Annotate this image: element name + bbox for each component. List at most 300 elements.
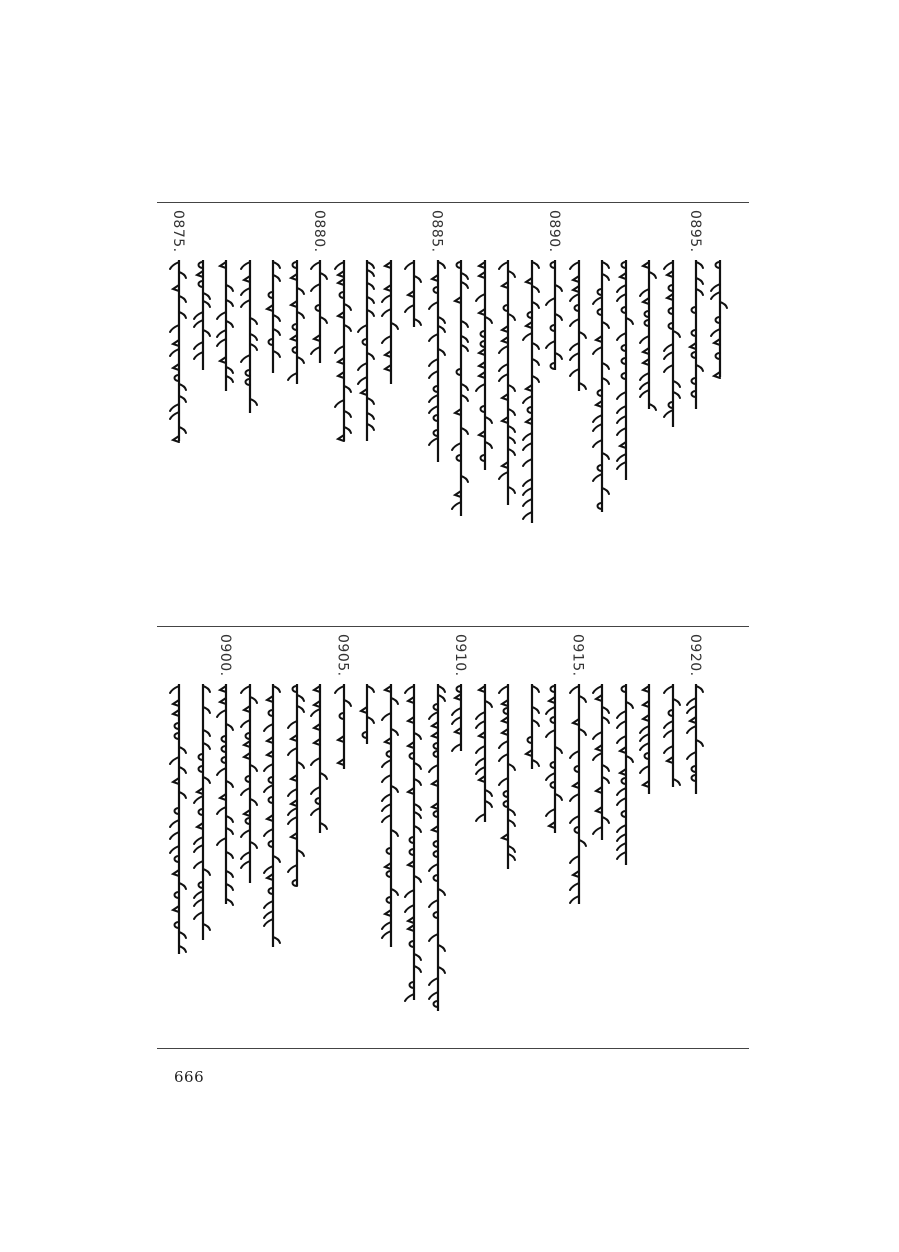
verse-column: [283, 632, 309, 1044]
script-stroke: [194, 837, 203, 844]
script-stroke: [452, 443, 461, 450]
script-stroke: [593, 440, 602, 447]
script-stroke: [617, 843, 626, 850]
script-stroke: [617, 711, 626, 718]
script-stroke: [523, 333, 532, 340]
script-stroke: [617, 392, 626, 399]
script-stroke: [664, 352, 673, 359]
script-stroke: [570, 794, 579, 801]
script-stroke: [570, 319, 579, 326]
line-number: [353, 208, 379, 254]
line-number: [588, 208, 614, 254]
script-stroke: [241, 288, 250, 295]
script-stroke: [429, 712, 438, 719]
script-glyphs: [377, 682, 403, 949]
script-stroke: [570, 353, 579, 360]
script-stroke: [382, 794, 391, 801]
script-stroke: [241, 355, 250, 362]
script-stroke: [640, 726, 649, 733]
script-stroke: [640, 734, 649, 741]
verse-column: [471, 208, 497, 620]
mongolian-script-line: [306, 258, 332, 365]
script-stroke: [217, 312, 226, 319]
script-stroke: [194, 861, 203, 868]
mongolian-script-line: [424, 258, 450, 464]
line-number: 0890.: [546, 209, 562, 253]
script-stroke: [217, 330, 226, 337]
verse-column: [424, 632, 450, 1044]
script-glyphs: [518, 682, 544, 771]
script-stroke: [264, 911, 273, 918]
script-stroke: [452, 708, 461, 715]
script-glyphs: [447, 258, 473, 518]
script-stroke: [429, 395, 438, 402]
verse-column: [635, 632, 661, 1044]
verse-column: [189, 632, 215, 1044]
script-stroke: [335, 686, 344, 693]
line-number: 0885.: [428, 209, 445, 253]
verse-column: [447, 208, 473, 620]
script-glyphs: [682, 258, 708, 411]
script-stroke: [335, 262, 344, 269]
script-stroke: [640, 336, 649, 343]
mongolian-script-line: [612, 682, 638, 867]
line-number: [706, 208, 732, 254]
script-stroke: [476, 384, 485, 391]
mongolian-script-line: [424, 682, 450, 1013]
script-glyphs: [659, 258, 685, 429]
script-stroke: [217, 807, 226, 814]
script-stroke: [687, 706, 696, 713]
verse-column: [212, 632, 238, 1044]
mongolian-script-line: [682, 682, 708, 796]
script-stroke: [593, 686, 602, 693]
mongolian-script-line: [400, 682, 426, 1002]
verse-column: [400, 208, 426, 620]
script-stroke: [617, 462, 626, 469]
verse-column: [236, 632, 262, 1044]
mongolian-script-line: [447, 258, 473, 518]
script-glyphs: [706, 258, 732, 379]
script-stroke: [170, 412, 179, 419]
script-stroke: [170, 686, 179, 693]
script-stroke: [570, 896, 579, 903]
script-stroke: [476, 721, 485, 728]
line-number: 0915.: [569, 633, 586, 677]
script-stroke: [217, 768, 226, 775]
line-number: [400, 632, 426, 678]
script-stroke: [311, 262, 320, 269]
verse-column: [518, 208, 544, 620]
mongolian-script-line: [541, 682, 567, 835]
verse-column: [165, 632, 191, 1044]
script-stroke: [617, 428, 626, 435]
mongolian-script-line: [659, 682, 685, 789]
script-stroke: [523, 433, 532, 440]
script-stroke: [593, 753, 602, 760]
script-glyphs: [165, 258, 191, 443]
line-number: 0880.: [311, 209, 327, 253]
script-stroke: [429, 334, 438, 341]
script-stroke: [617, 736, 626, 743]
script-glyphs: [189, 258, 215, 372]
verse-column: [212, 208, 238, 620]
line-number: [236, 632, 262, 678]
script-stroke: [523, 396, 532, 403]
script-stroke: [429, 359, 438, 366]
script-stroke: [499, 374, 508, 381]
script-stroke: [617, 834, 626, 841]
script-stroke: [570, 343, 579, 350]
line-number: [283, 208, 309, 254]
script-stroke: [570, 294, 579, 301]
script-stroke: [264, 785, 273, 792]
script-stroke: [358, 363, 367, 370]
script-glyphs: [588, 258, 614, 514]
script-glyphs: [283, 258, 309, 386]
script-stroke: [523, 499, 532, 506]
script-stroke: [194, 891, 203, 898]
mongolian-script-line: [259, 682, 285, 949]
verse-column: [306, 632, 332, 1044]
script-stroke: [264, 764, 273, 771]
script-glyphs: [283, 682, 309, 888]
script-stroke: [523, 488, 532, 495]
mongolian-script-line: [541, 258, 567, 372]
script-stroke: [170, 262, 179, 269]
line-number: [283, 632, 309, 678]
script-stroke: [405, 905, 414, 912]
mongolian-script-line: [447, 682, 473, 753]
script-stroke: [711, 284, 720, 291]
line-number: [330, 208, 356, 254]
line-number: [541, 632, 567, 678]
verse-column: [659, 632, 685, 1044]
script-stroke: [664, 365, 673, 372]
script-stroke: [170, 349, 179, 356]
line-number: [353, 632, 379, 678]
script-stroke: [476, 746, 485, 753]
script-glyphs: [424, 258, 450, 464]
script-stroke: [499, 741, 508, 748]
script-stroke: [570, 816, 579, 823]
script-stroke: [288, 865, 297, 872]
mongolian-script-line: [518, 258, 544, 525]
line-number: [165, 632, 191, 678]
verse-column: [541, 208, 567, 620]
script-stroke: [241, 720, 250, 727]
verse-column: [236, 208, 262, 620]
script-glyphs: [612, 258, 638, 482]
line-number: [189, 632, 215, 678]
script-stroke: [617, 798, 626, 805]
script-stroke: [241, 262, 250, 269]
script-stroke: [640, 373, 649, 380]
script-stroke: [640, 766, 649, 773]
script-stroke: [288, 373, 297, 380]
mongolian-script-line: [706, 258, 732, 379]
script-glyphs: [212, 258, 238, 393]
script-stroke: [640, 743, 649, 750]
script-stroke: [288, 817, 297, 824]
script-stroke: [617, 416, 626, 423]
script-stroke: [593, 297, 602, 304]
script-glyphs: [635, 682, 661, 796]
line-number: [400, 208, 426, 254]
verse-column: [353, 208, 379, 620]
verse-column: [635, 208, 661, 620]
script-stroke: [546, 341, 555, 348]
script-glyphs: [494, 682, 520, 871]
script-stroke: [499, 262, 508, 269]
line-number: [447, 208, 473, 254]
script-stroke: [194, 845, 203, 852]
mongolian-script-line: [283, 258, 309, 386]
line-number: [659, 632, 685, 678]
script-stroke: [476, 712, 485, 719]
script-stroke: [194, 320, 203, 327]
script-stroke: [264, 919, 273, 926]
script-stroke: [264, 901, 273, 908]
verse-column: [612, 208, 638, 620]
verse-column: [588, 208, 614, 620]
verse-column: [541, 632, 567, 1044]
mongolian-script-line: [165, 258, 191, 443]
mongolian-script-line: [259, 258, 285, 375]
line-number: [212, 208, 238, 254]
mongolian-script-line: [471, 258, 497, 472]
script-glyphs: [541, 258, 567, 372]
mongolian-script-line: [353, 258, 379, 443]
line-number: 0875.: [170, 209, 186, 253]
script-stroke: [523, 459, 532, 466]
line-number: [306, 632, 332, 678]
script-glyphs: [400, 682, 426, 1002]
verse-column: [682, 632, 708, 1044]
verse-column: [447, 632, 473, 1044]
script-stroke: [241, 852, 250, 859]
line-number: [236, 208, 262, 254]
line-number: [588, 632, 614, 678]
line-number: 0905.: [334, 633, 351, 677]
script-stroke: [664, 746, 673, 753]
script-stroke: [617, 294, 626, 301]
script-stroke: [382, 309, 391, 316]
script-stroke: [452, 744, 461, 751]
verse-column: [306, 208, 332, 620]
script-stroke: [593, 827, 602, 834]
verse-column: [165, 208, 191, 620]
line-number: [494, 632, 520, 678]
mongolian-script-line: [377, 682, 403, 949]
script-stroke: [640, 289, 649, 296]
mongolian-script-line: [565, 258, 591, 393]
script-stroke: [617, 721, 626, 728]
script-stroke: [358, 325, 367, 332]
mongolian-script-line: [353, 682, 379, 746]
script-stroke: [311, 347, 320, 354]
script-glyphs: [353, 258, 379, 443]
verse-column: [588, 632, 614, 1044]
script-stroke: [311, 808, 320, 815]
mongolian-script-line: [659, 258, 685, 429]
page-number: 666: [174, 1068, 205, 1086]
verse-column: [471, 632, 497, 1044]
line-number: [259, 632, 285, 678]
script-stroke: [570, 751, 579, 758]
script-glyphs: [565, 258, 591, 393]
script-stroke: [617, 825, 626, 832]
script-stroke: [617, 454, 626, 461]
verse-column: [706, 208, 732, 620]
script-stroke: [194, 796, 203, 803]
script-stroke: [593, 415, 602, 422]
script-stroke: [711, 329, 720, 336]
script-stroke: [452, 502, 461, 509]
script-stroke: [264, 724, 273, 731]
verse-column: [400, 632, 426, 1044]
script-glyphs: [541, 682, 567, 835]
script-glyphs: [659, 682, 685, 789]
line-number: [635, 208, 661, 254]
script-stroke: [194, 342, 203, 349]
script-stroke: [429, 765, 438, 772]
mongolian-script-line: [588, 682, 614, 842]
script-stroke: [194, 312, 203, 319]
script-stroke: [382, 295, 391, 302]
script-stroke: [664, 262, 673, 269]
line-number: [424, 632, 450, 678]
script-stroke: [429, 406, 438, 413]
line-number: 0910.: [452, 633, 468, 677]
script-stroke: [429, 302, 438, 309]
script-stroke: [546, 809, 555, 816]
script-stroke: [664, 730, 673, 737]
verse-column: [189, 208, 215, 620]
mongolian-script-line: [588, 258, 614, 514]
mongolian-script-line: [400, 258, 426, 329]
script-stroke: [429, 864, 438, 871]
script-stroke: [288, 721, 297, 728]
line-number: 0920.: [687, 633, 703, 677]
script-stroke: [405, 262, 414, 269]
line-number: [518, 632, 544, 678]
script-stroke: [429, 992, 438, 999]
script-stroke: [288, 789, 297, 796]
mongolian-script-line: [518, 682, 544, 771]
script-stroke: [617, 333, 626, 340]
script-glyphs: [353, 682, 379, 746]
script-glyphs: [306, 682, 332, 835]
verse-column: [259, 632, 285, 1044]
script-stroke: [382, 815, 391, 822]
mongolian-script-line: [612, 258, 638, 482]
script-stroke: [593, 732, 602, 739]
script-stroke: [405, 686, 414, 693]
script-glyphs: [259, 682, 285, 949]
script-stroke: [335, 346, 344, 353]
line-number: [518, 208, 544, 254]
script-stroke: [429, 978, 438, 985]
verse-column: [659, 208, 685, 620]
script-stroke: [617, 788, 626, 795]
script-stroke: [617, 285, 626, 292]
mongolian-script-line: [635, 258, 661, 411]
script-stroke: [476, 294, 485, 301]
script-stroke: [593, 424, 602, 431]
script-stroke: [476, 767, 485, 774]
verse-column: [494, 208, 520, 620]
line-number: [471, 208, 497, 254]
verse-column: [330, 632, 356, 1044]
script-stroke: [382, 922, 391, 929]
verse-column: [565, 632, 591, 1044]
script-stroke: [170, 404, 179, 411]
upper-verse-panel: [157, 208, 749, 620]
script-glyphs: [565, 682, 591, 906]
script-glyphs: [635, 258, 661, 411]
script-stroke: [546, 773, 555, 780]
mongolian-script-line: [236, 258, 262, 415]
verse-column: [682, 208, 708, 620]
script-stroke: [711, 292, 720, 299]
verse-column: [612, 632, 638, 1044]
mongolian-script-line: [377, 258, 403, 386]
script-stroke: [570, 856, 579, 863]
line-number: [377, 208, 403, 254]
script-stroke: [264, 829, 273, 836]
script-stroke: [570, 369, 579, 376]
mongolian-script-line: [189, 682, 215, 942]
script-glyphs: [447, 682, 473, 753]
script-stroke: [452, 717, 461, 724]
script-stroke: [170, 832, 179, 839]
script-stroke: [429, 900, 438, 907]
script-stroke: [311, 787, 320, 794]
script-glyphs: [588, 682, 614, 842]
script-stroke: [288, 748, 297, 755]
script-stroke: [546, 730, 555, 737]
script-stroke: [640, 382, 649, 389]
script-glyphs: [400, 258, 426, 329]
script-stroke: [311, 709, 320, 716]
script-glyphs: [330, 258, 356, 443]
line-number: [635, 632, 661, 678]
script-stroke: [617, 852, 626, 859]
script-stroke: [499, 364, 508, 371]
script-stroke: [170, 325, 179, 332]
verse-column: [353, 632, 379, 1044]
line-number: [659, 208, 685, 254]
verse-column: [377, 208, 403, 620]
script-stroke: [499, 754, 508, 761]
script-stroke: [687, 752, 696, 759]
script-glyphs: [212, 682, 238, 906]
mongolian-script-line: [236, 682, 262, 885]
verse-column: [424, 208, 450, 620]
mongolian-script-line: [283, 682, 309, 888]
mongolian-script-line: [565, 682, 591, 906]
line-number: 0900.: [217, 633, 233, 677]
script-stroke: [664, 344, 673, 351]
script-glyphs: [306, 258, 332, 365]
script-stroke: [640, 390, 649, 397]
script-stroke: [593, 474, 602, 481]
script-glyphs: [612, 682, 638, 867]
top-rule: [157, 202, 749, 203]
line-number: [259, 208, 285, 254]
mongolian-script-line: [212, 258, 238, 393]
